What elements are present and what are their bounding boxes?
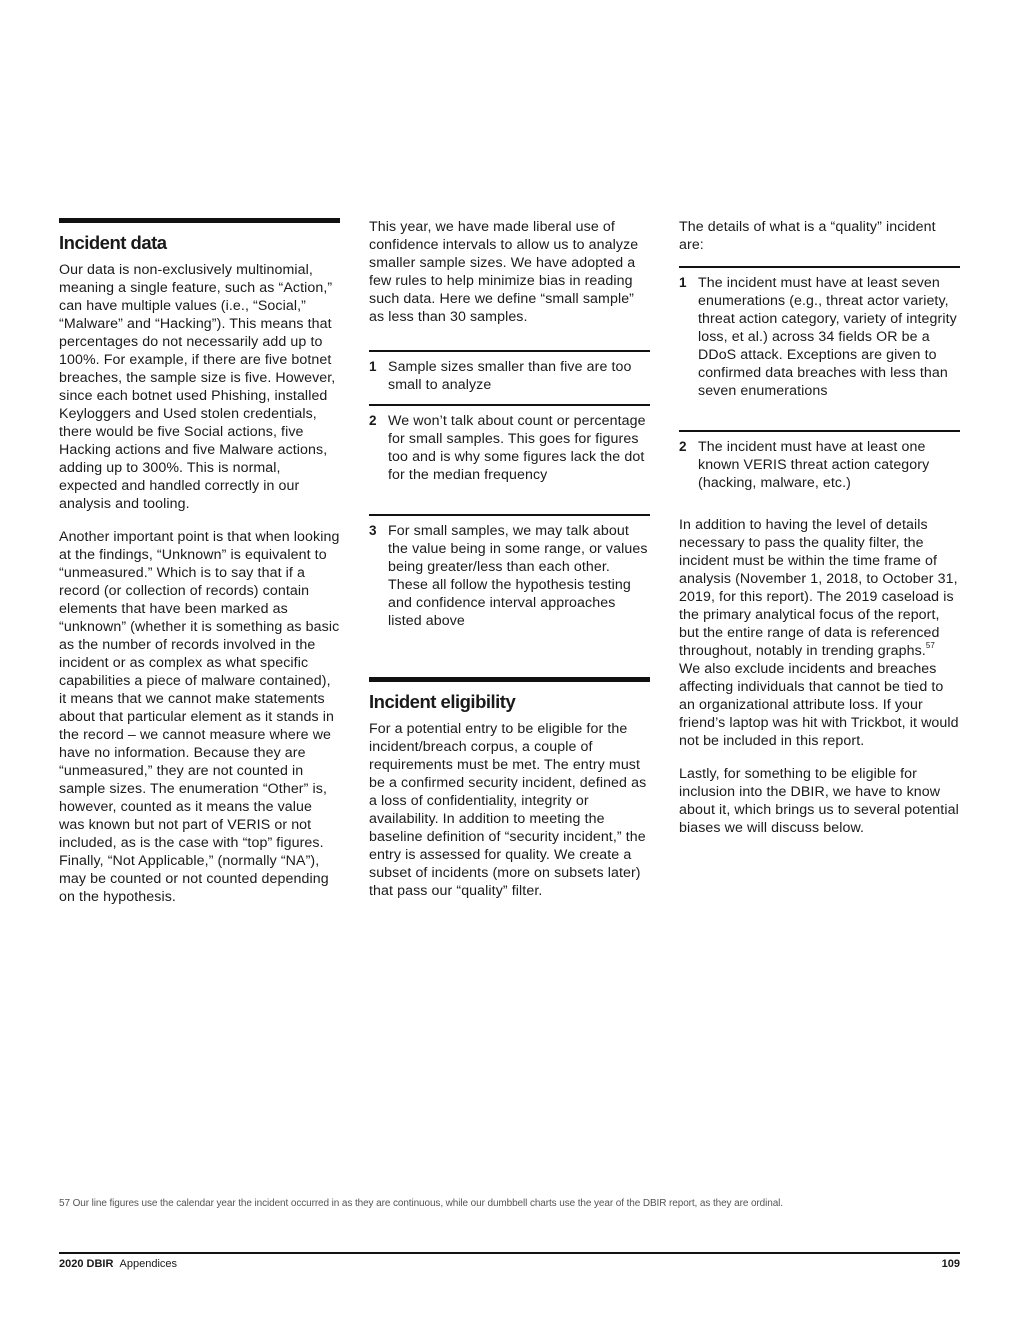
incident-data-column — [59, 218, 340, 906]
rule-number: 2 — [369, 413, 377, 428]
rule-text: Sample sizes smaller than five are too small to analyze — [388, 359, 632, 393]
quality-column — [679, 218, 960, 837]
incident-eligibility-title: Incident eligibility — [369, 691, 516, 712]
small-samples-column — [369, 218, 650, 672]
footnote: 57 Our line figures use the calendar year the incident occurred in as they are continuous, while our dumbbell charts use the year of the DBIR report, as they are ordinal. — [59, 1198, 783, 1209]
rule-text: We won’t talk about count or percentage for small samples. This goes for figures too and is why some figures lack the dot for the median frequency — [388, 413, 646, 483]
footer-report-name: 2020 DBIR — [59, 1258, 114, 1270]
rule-number: 3 — [369, 523, 377, 538]
incident-data-title: Incident data — [59, 232, 167, 253]
incident-eligibility-section — [369, 677, 650, 900]
section-rule — [369, 677, 650, 682]
requirement-item — [679, 266, 960, 430]
quality-paragraph-2: Lastly, for something to be eligible for inclusion into the DBIR, we have to know about it, which brings us to several potential biases we will discuss below. — [679, 766, 959, 836]
quality-paragraph-1-start: In addition to having the level of details necessary to pass the quality filter, the incident must be within the time frame of analysis (November 1, 2018, to October 31, 2019, for this report). The 2019 caseload is the primary analytical focus of the report, but the entire range of data is referenced throughout, notably in trending graphs. — [679, 517, 958, 659]
section-rule — [59, 218, 340, 223]
footer-rule — [59, 1252, 960, 1254]
incident-data-paragraph-1: Our data is non-exclusively multinomial, meaning a single feature, such as “Action,” can have multiple values (i.e., “Social,” “Malware” and “Hacking”). This means that percentages do not necessarily add up to 100%. For example, if there are five botnet breaches, the sample size is five. However, since each botnet used Phishing, installed Keyloggers and Used stolen credentials, there would be five Social actions, five Hacking actions and five Malware actions, adding up to 300%. This is normal, expected and handled correctly in our analysis and tooling. — [59, 262, 336, 512]
rule-item — [369, 514, 650, 672]
requirement-number: 2 — [679, 439, 687, 454]
footer-report-label — [59, 1258, 177, 1270]
incident-data-paragraph-2: Another important point is that when looking at the findings, “Unknown” is equivalent to “unmeasured.” Which is to say that if a record (or collection of records) contain elements that have been marked as “unknown” (whether it is something as basic as the number of records involved in the incident or as complex as what specific capabilities a piece of malware contained), it means that we cannot make statements about that particular element as it stands in the record – we cannot measure where we have no information. Because they are “unmeasured,” they are not counted in sample sizes. The enumeration “Other” is, however, counted as it means the value was known but not part of VERIS or not included, as is the case with “top” figures. Finally, “Not Applicable,” (normally “NA”), may be counted or not counted depending on the hypothesis. — [59, 529, 340, 905]
quality-intro: The details of what is a “quality” incident are: — [679, 219, 936, 253]
page-number: 109 — [941, 1258, 960, 1270]
requirement-text: The incident must have at least one known VERIS threat action category (hacking, malware, etc.) — [698, 439, 930, 491]
rule-item — [369, 404, 650, 514]
rule-number: 1 — [369, 359, 377, 374]
footer-section-name: Appendices — [119, 1258, 178, 1270]
quality-paragraph-1-end: We also exclude incidents and breaches affecting individuals that cannot be tied to an organizational attribute loss. If your friend’s laptop was hit with Trickbot, it would not be included in this report. — [679, 661, 959, 749]
requirement-number: 1 — [679, 275, 687, 290]
quality-paragraph-1 — [679, 516, 960, 750]
requirement-item — [679, 430, 960, 516]
rule-text: For small samples, we may talk about the value being in some range, or values being greater/less than each other. These all follow the hypothesis testing and confidence interval approaches listed above — [388, 523, 648, 629]
footnote-reference: 57 — [925, 641, 935, 650]
requirement-text: The incident must have at least seven enumerations (e.g., threat actor variety, threat action category, variety of integrity loss, et al.) across 34 fields OR be a DDoS attack. Exceptions are given to confirmed data breaches with less than seven enumerations — [698, 275, 957, 399]
rule-item — [369, 350, 650, 404]
small-samples-intro: This year, we have made liberal use of confidence intervals to allow us to analyze smaller sample sizes. We have adopted a few rules to help minimize bias in reading such data. Here we define “small sample” as less than 30 samples. — [369, 219, 639, 325]
incident-eligibility-paragraph: For a potential entry to be eligible for the incident/breach corpus, a couple of requirements must be met. The entry must be a confirmed security incident, defined as a loss of confidentiality, integrity or availability. In addition to meeting the baseline definition of “security incident,” the entry is assessed for quality. We create a subset of incidents (more on subsets later) that pass our “quality” filter. — [369, 721, 647, 899]
